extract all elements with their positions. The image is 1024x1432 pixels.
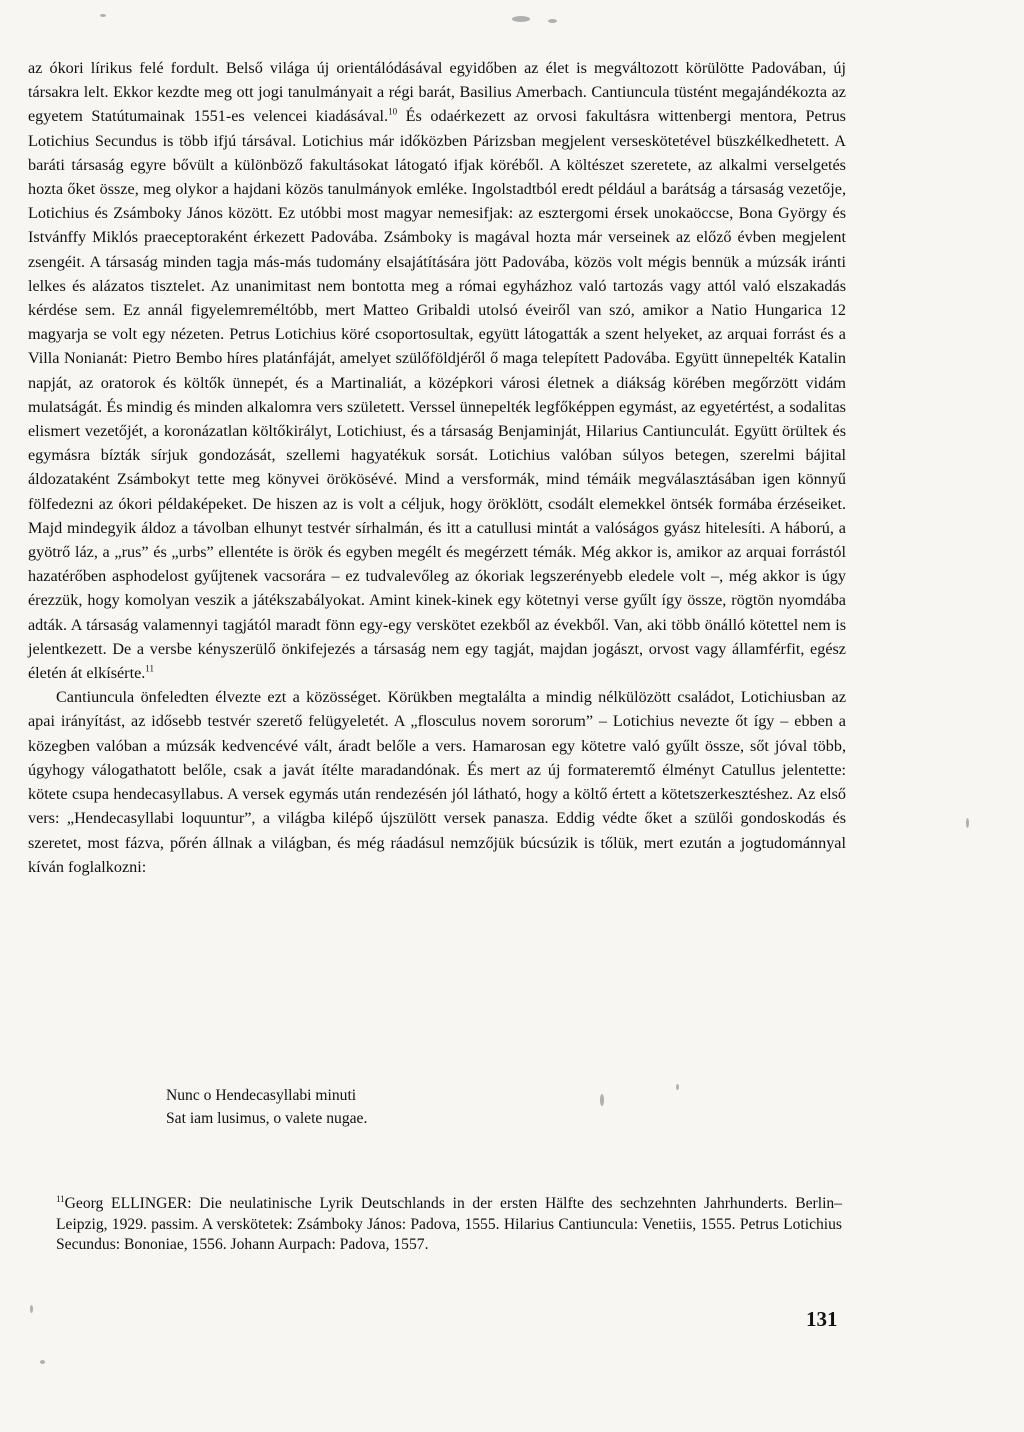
footnote-text: Georg ELLINGER: Die neulatinische Lyrik Deutschlands in der ersten Hälfte des sechzehnten Jahrhunderts. Berlin–Leipzig, 1929. passim. A verskötetek: Zsámboky János: Padova, 1555. Hilarius Cantiuncula: Venetiis, 1555. Petrus Lotichius Secundus: Bononiae, 1556. Johann Aurpach: Padova, 1557. <box>56 1195 842 1253</box>
footnote-number: 11 <box>56 1193 65 1204</box>
body-paragraph-1 <box>28 56 846 685</box>
footnote <box>56 1194 842 1256</box>
main-text <box>28 56 846 879</box>
page-number: 131 <box>806 1307 838 1331</box>
scan-speck <box>100 14 106 17</box>
poem-line: Nunc o Hendecasyllabi minuti <box>166 1087 357 1104</box>
scan-speck <box>30 1305 33 1313</box>
poem-quote <box>166 1084 367 1130</box>
footnote-reference: 10 <box>388 107 398 118</box>
scan-speck <box>966 818 969 828</box>
scan-speck <box>40 1360 45 1364</box>
scan-speck <box>676 1084 679 1090</box>
poem-line: Sat iam lusimus, o valete nugae. <box>166 1110 368 1127</box>
body-paragraph-2: Cantiuncula önfeledten élvezte ezt a közösséget. Körükben megtalálta a mindig nélkülözött családot, Lotichiusban az apai irányítást, az idősebb testvér szerető felügyeletét. A „flosculus novem sororum” – Lotichius nevezte őt így – ebben a közegben valóban a múzsák kedvencévé vált, áradt belőle a vers. Hamarosan egy kötetre való gyűlt össze, sőt jóval több, úgyhogy válogathatott belőle, csak a javát ítélte maradandónak. És mert az új formateremtő élményt Catullus jelentette: kötete csupa hendecasyllabus. A versek egymás után rendezésén jól látható, hogy a költő értett a kötetszerkesztéshez. Az első vers: „Hendecasyllabi loquuntur”, a világba kilépő újszülött versek panasza. Eddig védte őket a szülői gondoskodás és szeretet, most fázva, pőrén állnak a világban, és még ráadásul nemzőjük búcsúzik is tőlük, mert ezután a jogtudománnyal kíván foglalkozni: <box>28 688 846 876</box>
paragraph-text: az ókori lírikus felé fordult. Belső világa új orientálódásával egyidőben az élet is megváltozott körülötte Padovában, új társakra lelt. Ekkor kezdte meg ott jogi tanulmányait a régi barát, Basilius Amerbach. Cantiuncula tüstént megajándékozta az egyetem Statútumainak 1551-es velencei kiadásával. <box>28 59 846 126</box>
scan-speck <box>548 19 557 23</box>
paragraph-text: És odaérkezett az orvosi fakultásra wittenbergi mentora, Petrus Lotichius Secundus is több ifjú társával. Lotichius már időközben Párizsban megjelent verseskötetével büszkélkedhetett. A baráti társaság egyre bővült a különböző fakultásokat látogató ifjak köréből. A költészet szeretete, az alkalmi verselgetés hozta őket össze, meg olykor a hajdani közös tanulmányok emléke. Ingolstadtból eredt például a barátság a társaság vezetője, Lotichius és Zsámboky János között. Ez utóbbi most magyar nemesifjak: az esztergomi érsek unokaöccse, Bona György és Istvánffy Miklós praeceptoraként érkezett Padovába. Zsámboky is magával hozta már verseinek az előző évben megjelent zsengéit. A társaság minden tagja más-más tudomány elsajátítására jött Padovába, közös volt mégis bennük a múzsák iránti lelkes és alázatos tisztelet. Az unanimitast nem bontotta meg a római egyházhoz való tartozás vagy attól való elszakadás kérdése sem. Ez annál figyelemreméltóbb, mert Matteo Gribaldi utolsó éveiről van szó, amikor a Natio Hungarica 12 magyarja se volt egy nézeten. Petrus Lotichius köré csoportosultak, együtt látogatták a szent helyeket, az arquai forrást és a Villa Nonianát: Pietro Bembo híres platánfáját, amelyet szülőföldjéről ő maga telepített Padovába. Együtt ünnepelték Katalin napját, az oratorok és költők ünnepét, és a Martinaliát, a középkori városi életnek a diákság körében megőrzött vidám mulatságát. És mindig és minden alkalomra vers született. Verssel ünnepelték legfőképpen egymást, az egyetértést, a sodalitas elismert vezetőjét, a koronázatlan költőkirályt, Lotichiust, és a társaság Benjaminját, Hilarius Cantiunculát. Együtt örültek és egymásra bízták sírjuk gondozását, szellemi hagyatékuk sorsát. Lotichius valóban súlyos betegen, szerelmi bájital áldozataként Zsámbokyt tette meg könyvei örökösévé. Mind a versformák, mind témáik megválasztásában igen könnyű fölfedezni az ókori példaképeket. De hiszen az is volt a céljuk, hogy öröklött, csodált elemekkel öntsék formába érzéseiket. Majd mindegyik áldoz a távolban elhunyt testvér sírhalmán, és itt a catullusi mintát a valóságos gyász hitelesíti. A háború, a gyötrő láz, a „rus” és „urbs” ellentéte is örök és egyben megélt és megérzett témák. Még akkor is, amikor az arquai forrástól hazatérőben asphodelost gyűjtenek vacsorára – ez tudvalevőleg az ókoriak legszerényebb eledele volt –, még akkor is úgy érezzük, hogy komolyan veszik a játékszabályokat. Amint kinek-kinek egy kötetnyi verse gyűlt így össze, rögtön nyomdába adták. A társaság valamennyi tagjától maradt fönn egy-egy verskötet ezekből az évekből. Van, aki több önálló kötettel nem is jelentkezett. De a versbe kényszerülő önkifejezés a társaság nem egy tagját, majdan jogászt, orvost vagy államférfit, egész életén át elkísérte. <box>28 107 846 683</box>
scan-speck <box>600 1094 604 1106</box>
scan-speck <box>512 16 530 22</box>
footnote-reference: 11 <box>145 663 154 674</box>
